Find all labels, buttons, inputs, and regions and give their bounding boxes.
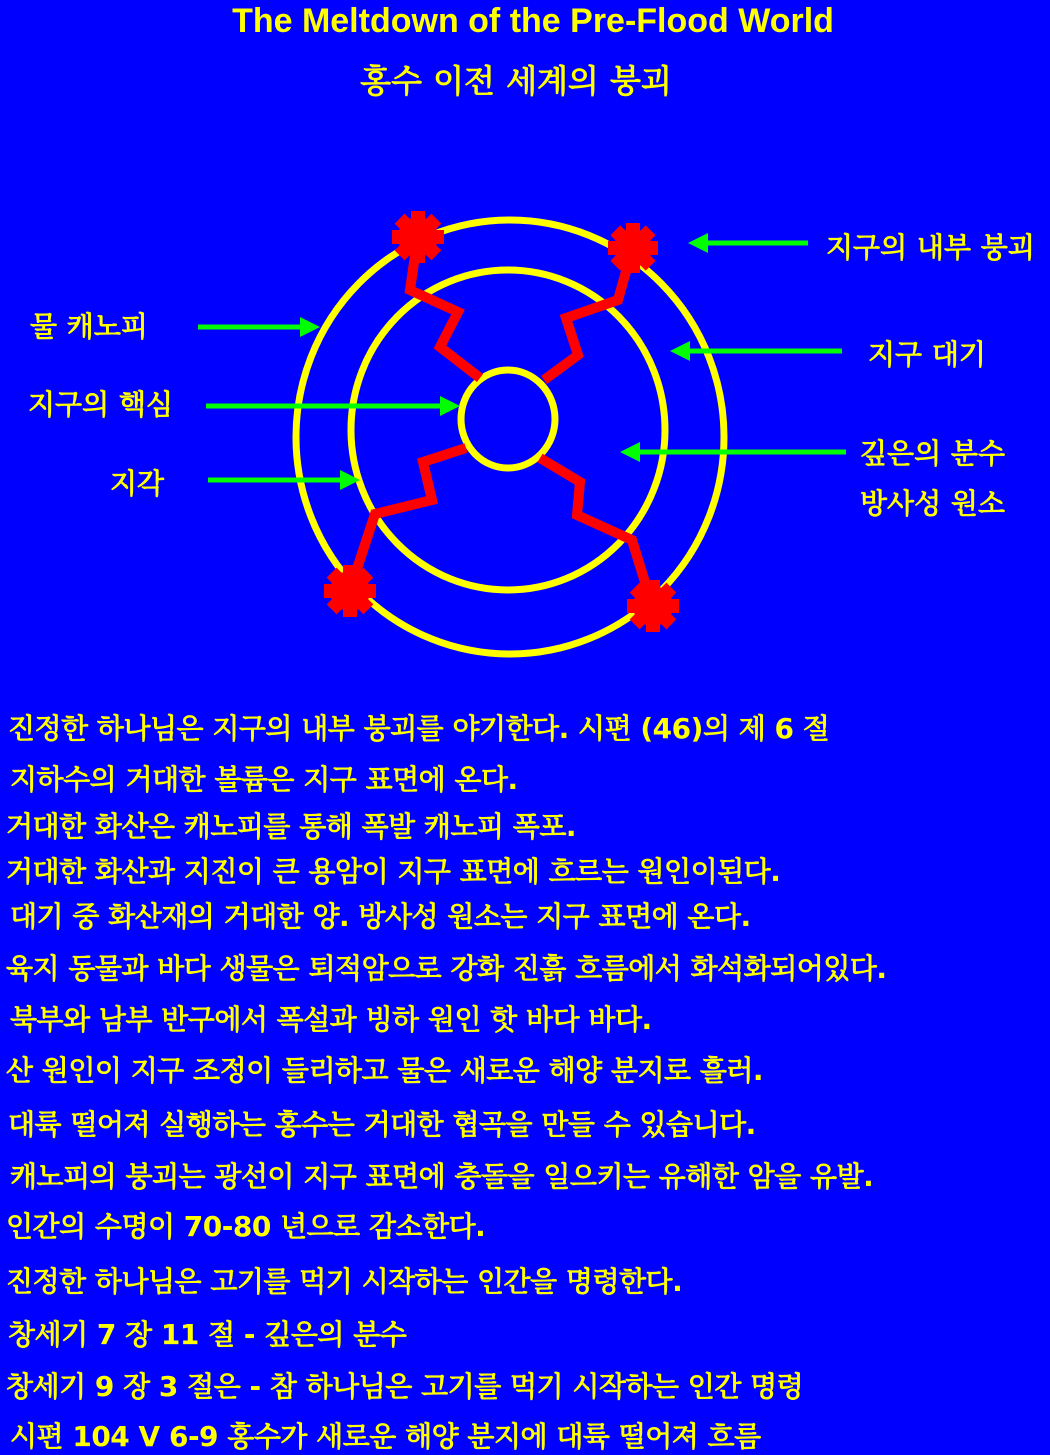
arrow-crust bbox=[208, 470, 360, 490]
label-radioactive: 방사성 원소 bbox=[860, 487, 1005, 520]
eruption-burst-top-left bbox=[392, 211, 444, 263]
arrow-atmosphere bbox=[670, 341, 842, 361]
core-ring bbox=[461, 370, 555, 468]
label-crust: 지각 bbox=[110, 467, 165, 500]
label-fountains: 깊은의 분수 bbox=[860, 437, 1005, 470]
body-line: 시편 104 V 6-9 홍수가 새로운 해양 분지에 대륙 떨어져 흐름 bbox=[10, 1420, 761, 1453]
body-line: 진정한 하나님은 고기를 먹기 시작하는 인간을 명령한다. bbox=[6, 1265, 683, 1298]
body-line: 진정한 하나님은 지구의 내부 붕괴를 야기한다. 시편 (46)의 제 6 절 bbox=[8, 712, 830, 745]
label-internal-collapse: 지구의 내부 붕괴 bbox=[826, 231, 1035, 264]
label-core: 지구의 핵심 bbox=[28, 388, 173, 421]
arrow-water-canopy bbox=[198, 317, 320, 337]
body-line: 대기 중 화산재의 거대한 양. 방사성 원소는 지구 표면에 온다. bbox=[10, 900, 751, 933]
label-atmosphere: 지구 대기 bbox=[868, 338, 986, 371]
body-line: 육지 동물과 바다 생물은 퇴적암으로 강화 진흙 흐름에서 화석화되어있다. bbox=[6, 952, 887, 985]
eruption-burst-bottom-right bbox=[627, 580, 679, 632]
arrow-fountains bbox=[620, 442, 846, 462]
page-title-korean: 홍수 이전 세계의 붕괴 bbox=[360, 62, 672, 100]
crack-bottom-left bbox=[350, 448, 466, 590]
body-line: 북부와 남부 반구에서 폭설과 빙하 원인 핫 바다 바다. bbox=[10, 1003, 652, 1036]
body-line: 창세기 7 장 11 절 - 깊은의 분수 bbox=[8, 1318, 407, 1351]
body-line: 대륙 떨어져 실행하는 홍수는 거대한 협곡을 만들 수 있습니다. bbox=[8, 1108, 756, 1141]
middle-ring bbox=[351, 270, 665, 590]
arrow-internal-collapse bbox=[688, 233, 808, 253]
eruption-burst-top-right bbox=[608, 223, 658, 273]
body-line: 거대한 화산은 캐노피를 통해 폭발 캐노피 폭포. bbox=[6, 810, 577, 843]
body-line: 산 원인이 지구 조정이 들리하고 물은 새로운 해양 분지로 흘러. bbox=[6, 1054, 764, 1087]
eruption-burst-bottom-left bbox=[324, 565, 376, 617]
body-line: 인간의 수명이 70-80 년으로 감소한다. bbox=[6, 1210, 486, 1243]
body-line: 캐노피의 붕괴는 광선이 지구 표면에 충돌을 일으키는 유해한 암을 유발. bbox=[10, 1160, 874, 1193]
label-water-canopy: 물 캐노피 bbox=[30, 310, 148, 343]
body-line: 창세기 9 장 3 절은 - 참 하나님은 고기를 먹기 시작하는 인간 명령 bbox=[6, 1370, 804, 1403]
body-line: 지하수의 거대한 볼륨은 지구 표면에 온다. bbox=[10, 763, 518, 796]
body-line: 거대한 화산과 지진이 큰 용암이 지구 표면에 흐르는 원인이된다. bbox=[6, 855, 781, 888]
page-title-english: The Meltdown of the Pre-Flood World bbox=[232, 2, 834, 40]
arrow-core bbox=[206, 396, 460, 416]
